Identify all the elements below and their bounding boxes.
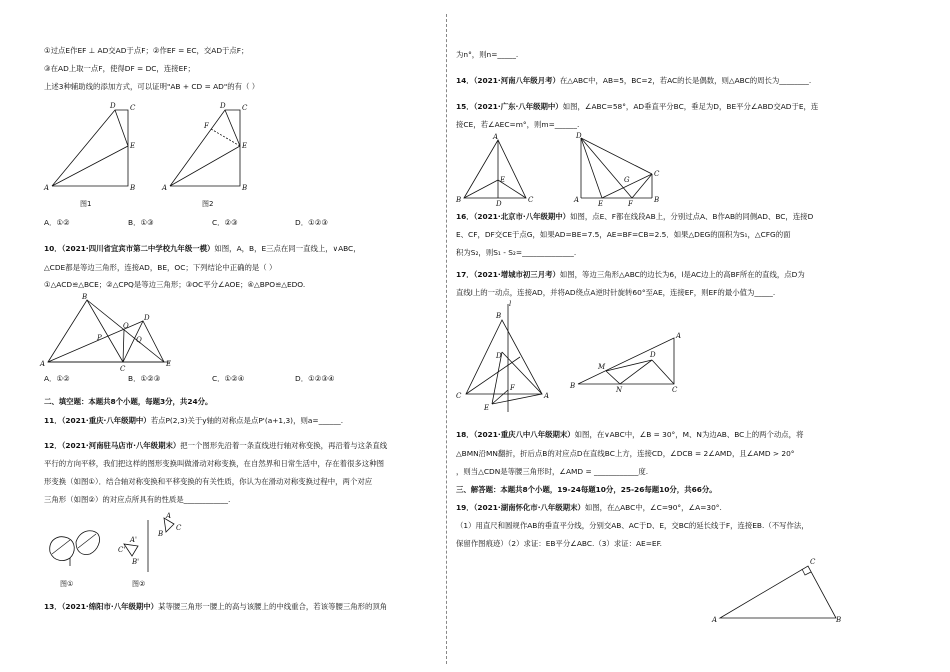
q14-source: 14．（2021·河南八年级月考） [456, 76, 560, 85]
svg-text:F: F [510, 384, 515, 392]
q19-line-3: 保留作图痕迹）（2）求证：EB平分∠ABC.（3）求证：AE=EF. [456, 539, 662, 548]
svg-text:图①: 图① [60, 580, 74, 588]
svg-text:A: A [544, 392, 550, 400]
q10-line-2: △CDE都是等边三角形，连接AD，BE，OC；下列结论中正确的是（ ） [44, 263, 277, 272]
svg-text:B: B [242, 184, 248, 192]
svg-text:E: E [242, 142, 248, 150]
q16-line-1 [456, 212, 813, 222]
svg-text:D: D [650, 351, 656, 359]
svg-text:B: B [456, 196, 462, 204]
section-2-title: 二、填空题：本题共8个小题，每题3分，共24分。 [44, 397, 213, 406]
svg-text:B': B' [132, 558, 140, 566]
q15-line-1 [456, 102, 818, 112]
svg-text:B: B [130, 184, 136, 192]
svg-text:C: C [654, 170, 660, 178]
q19-line-2: （1）用直尺和圆规作AB的垂直平分线，分别交AB、AC于D、E，交BC的延长线于F，连接EB.（不写作法， [456, 521, 809, 530]
q9-option-b: B．①③ [128, 218, 154, 227]
svg-text:A: A [44, 184, 50, 192]
svg-text:B: B [158, 530, 164, 538]
q10-option-d: D．①②③④ [295, 374, 335, 383]
svg-text:N: N [616, 386, 623, 394]
q12-source: 12．（2021·河南驻马店市·八年级期末） [44, 441, 181, 450]
q9-line-1: ①过点E作EF ⊥ AD交AD于点F；②作EF = EC，交AD于点F； [44, 46, 249, 55]
q10-source: 10．（2021·四川省宜宾市第二中学校九年级一模） [44, 244, 215, 253]
q14-line [456, 76, 811, 86]
q17-line-2: 直线l上的一动点，连接AD，并将AD绕点A逆时针旋转60°至AE，连接EF，则EF的最小值为_____. [456, 288, 776, 297]
q18-source: 18．（2021·重庆八中八年级期末） [456, 430, 575, 439]
svg-text:D: D [220, 102, 226, 110]
q16-line-3: 积为S₂，则S₁ - S₂=______________. [456, 248, 577, 257]
q12-line-4: 三角形（如图②）的对应点所具有的性质是____________. [44, 495, 231, 504]
svg-text:E: E [500, 176, 506, 184]
q17-figure [456, 300, 549, 412]
svg-text:l: l [509, 300, 512, 308]
q12-figure-1-leaves [50, 531, 100, 588]
svg-text:A': A' [130, 536, 137, 544]
svg-text:D: D [144, 314, 150, 322]
q12-line-2: 平行的方向平移，我们把这样的图形变换叫做滑动对称变换，在自然界和日常生活中，存在着很多这种图 [44, 459, 384, 468]
svg-text:A: A [162, 184, 168, 192]
q9-option-a: A．①② [44, 218, 70, 227]
q18-figure [569, 332, 681, 394]
q18-stem: 如图，在∨ABC中，∠B = 30°，M、N为边AB、BC上的两个动点，将 [574, 430, 804, 439]
svg-text:C': C' [118, 546, 126, 554]
q19-line-1 [456, 503, 722, 513]
q15-line-2: 接CE，若∠AEC=m°，则m=______. [456, 120, 580, 129]
svg-text:D: D [496, 200, 502, 208]
svg-text:B: B [654, 196, 660, 204]
q18-line-2: △BMN沿MN翻折，折后点B的对应点D在直线BC上方，连接CD，∠DCB = 2∠AMD，且∠AMD > 20° [456, 449, 795, 458]
svg-text:P: P [97, 334, 102, 342]
q9-line-3: 上述3种辅助线的添加方式，可以证明"AB + CD = AD"的有（ ） [44, 82, 260, 91]
q19-figure [456, 552, 876, 632]
q13-source: 13．（2021·绵阳市·八年级期中） [44, 602, 159, 611]
q12-figure-2-triangles [118, 512, 182, 588]
svg-text:B: B [570, 382, 576, 390]
svg-text:B: B [496, 312, 502, 320]
q15-q16-figures [456, 134, 676, 208]
section-3-title: 三、解答题：本题共8个小题，19-24每题10分，25-26每题10分，共66分。 [456, 485, 717, 494]
q12-line-1 [44, 441, 387, 451]
q17-source: 17．（2021·增城市初三月考） [456, 270, 560, 279]
q9-option-c: C．②③ [212, 218, 238, 227]
q15-source: 15．（2021·广东·八年级期中） [456, 102, 563, 111]
q10-line-3: ①△ACD≌△BCE；②△CPQ是等边三角形；③OC平分∠AOE；④△BPO≌△EDO. [44, 280, 306, 289]
svg-text:C: C [130, 104, 136, 112]
svg-text:A: A [493, 133, 499, 141]
q11-stem: 若点P(2,3)关于y轴的对称点是点P'(a+1,3)，则a=______. [150, 416, 344, 425]
right-column [456, 0, 926, 672]
svg-text:C: C [176, 524, 182, 532]
q12-figures [40, 512, 240, 592]
svg-text:C: C [528, 196, 534, 204]
q13-line [44, 602, 387, 612]
svg-text:A: A [166, 512, 172, 520]
svg-text:G: G [624, 176, 630, 184]
svg-text:D: D [496, 352, 502, 360]
svg-text:D: D [576, 132, 582, 140]
q10-figure [40, 292, 180, 372]
svg-text:B: B [836, 616, 842, 624]
q17-stem: 如图，等边三角形△ABC的边长为6，l是AC边上的高BF所在的直线，点D为 [559, 270, 805, 279]
svg-text:Q: Q [136, 336, 142, 344]
q9-option-d: D．①②③ [295, 218, 328, 227]
q16-figure [573, 132, 660, 208]
q13-stem: 某等腰三角形一腰上的高与该腰上的中线重合，若该等腰三角形的顶角 [158, 602, 388, 611]
column-divider [446, 14, 447, 664]
svg-text:B: B [82, 293, 88, 301]
svg-text:E: E [130, 142, 136, 150]
q15-stem: 如图，∠ABC=58°，AD垂直平分BC，垂足为D，BE平分∠ABD交AD于E，连 [562, 102, 819, 111]
svg-text:M: M [598, 363, 606, 371]
q18-line-3: ，则当△CDN是等腰三角形时，∠AMD = ____________度. [456, 467, 649, 476]
q9-figure-2 [161, 102, 248, 208]
svg-text:C: C [242, 104, 248, 112]
q11-line [44, 416, 343, 426]
q10-option-a: A．①② [44, 374, 70, 383]
q16-stem: 如图，点E、F都在线段AB上，分别过点A、B作AB的同侧AD、BC，连接D [570, 212, 814, 221]
q19-source: 19．（2021·湖南怀化市·八年级期末） [456, 503, 585, 512]
left-column [40, 0, 440, 672]
svg-text:图1: 图1 [80, 200, 92, 208]
svg-text:C: C [120, 365, 126, 373]
q11-source: 11．（2021·重庆·八年级期中） [44, 416, 151, 425]
svg-text:C: C [810, 558, 816, 566]
svg-text:F: F [204, 122, 209, 130]
q15-figure [455, 133, 534, 208]
q14-stem: 在△ABC中，AB=5，BC=2，若AC的长是偶数，则△ABC的周长为________. [559, 76, 812, 85]
svg-text:O: O [123, 322, 129, 330]
svg-text:E: E [166, 360, 172, 368]
q19-stem: 如图，在△ABC中，∠C=90°，∠A=30°. [584, 503, 722, 512]
svg-text:D: D [110, 102, 116, 110]
svg-text:F: F [628, 200, 633, 208]
svg-text:E: E [484, 404, 490, 412]
q10-option-b: B．①②③ [128, 374, 161, 383]
svg-text:图2: 图2 [202, 200, 214, 208]
svg-text:A: A [712, 616, 718, 624]
svg-text:图②: 图② [132, 580, 146, 588]
q16-source: 16．（2021·北京市·八年级期中） [456, 212, 571, 221]
q9-figures [40, 98, 270, 210]
svg-text:A: A [40, 360, 46, 368]
q17-q18-figures [456, 300, 696, 420]
q10-stem: 如图，A，B，E三点在同一直线上，∨ABC， [214, 244, 361, 253]
q18-line-1 [456, 430, 803, 440]
q9-line-2: ③在AD上取一点F，使得DF = DC，连接EF； [44, 64, 195, 73]
svg-text:A: A [676, 332, 682, 340]
svg-text:E: E [598, 200, 604, 208]
q16-line-2: E、CF，DF交CE于点G，如果AD=BE=7.5，AE=BF=CB=2.5．如果△DEG的面积为S₁，△CFG的面 [456, 230, 791, 239]
svg-text:C: C [456, 392, 462, 400]
q9-figure-1 [43, 102, 136, 208]
q17-line-1 [456, 270, 805, 280]
q12-stem: 把一个图形先沿着一条直线进行轴对称变换，再沿着与这条直线 [180, 441, 388, 450]
q12-line-3: 形变换（如图①）．结合轴对称变换和平移变换的有关性质，你认为在滑动对称变换过程中，两个对应 [44, 477, 373, 486]
svg-text:A: A [574, 196, 580, 204]
q13-continued: 为n°，则n=_____. [456, 50, 519, 59]
q10-option-c: C．①②④ [212, 374, 245, 383]
svg-text:C: C [672, 386, 678, 394]
q10-line-1 [44, 244, 361, 254]
